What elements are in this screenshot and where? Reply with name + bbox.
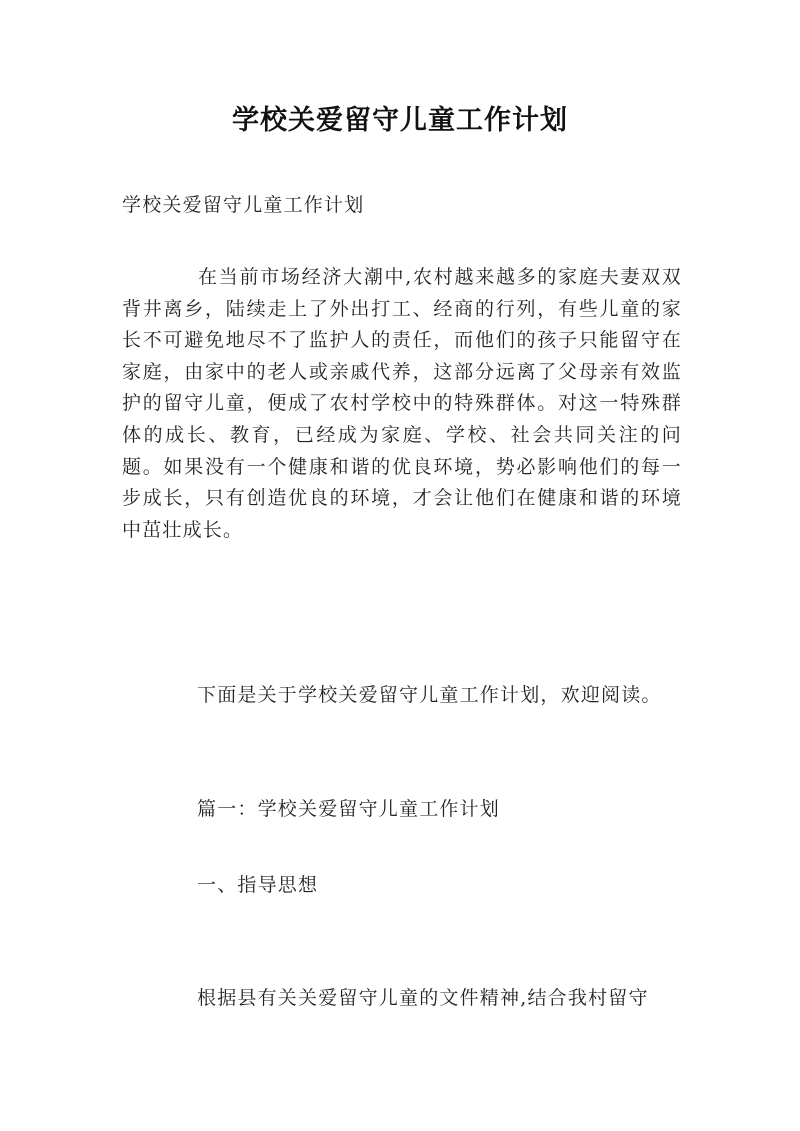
section-heading: 一、指导思想 bbox=[197, 874, 319, 896]
document-title: 学校关爱留守儿童工作计划 bbox=[232, 105, 568, 136]
document-subtitle: 学校关爱留守儿童工作计划 bbox=[122, 194, 365, 216]
body-paragraph-2: 根据县有关关爱留守儿童的文件精神,结合我村留守 bbox=[197, 987, 649, 1009]
body-paragraph-1: 在当前市场经济大潮中,农村越来越多的家庭夫妻双双背井离乡，陆续走上了外出打工、经商的行列，有些儿童的家长不可避免地尽不了监护人的责任，而他们的孩子只能留守在家庭，由家中的老人或亲戚代养，这部分远离了父母亲有效监护的留守儿童，便成了农村学校中的特殊群体。对这一特殊群体的成长、教育，已经成为家庭、学校、社会共同关注的问题。如果没有一个健康和谐的优良环境，势必影响他们的每一步成长，只有创造优良的环境，才会让他们在健康和谐的环境中茁壮成长。 bbox=[122, 266, 682, 541]
intro-line: 下面是关于学校关爱留守儿童工作计划，欢迎阅读。 bbox=[197, 684, 662, 706]
chapter-heading: 篇一：学校关爱留守儿童工作计划 bbox=[197, 798, 501, 820]
